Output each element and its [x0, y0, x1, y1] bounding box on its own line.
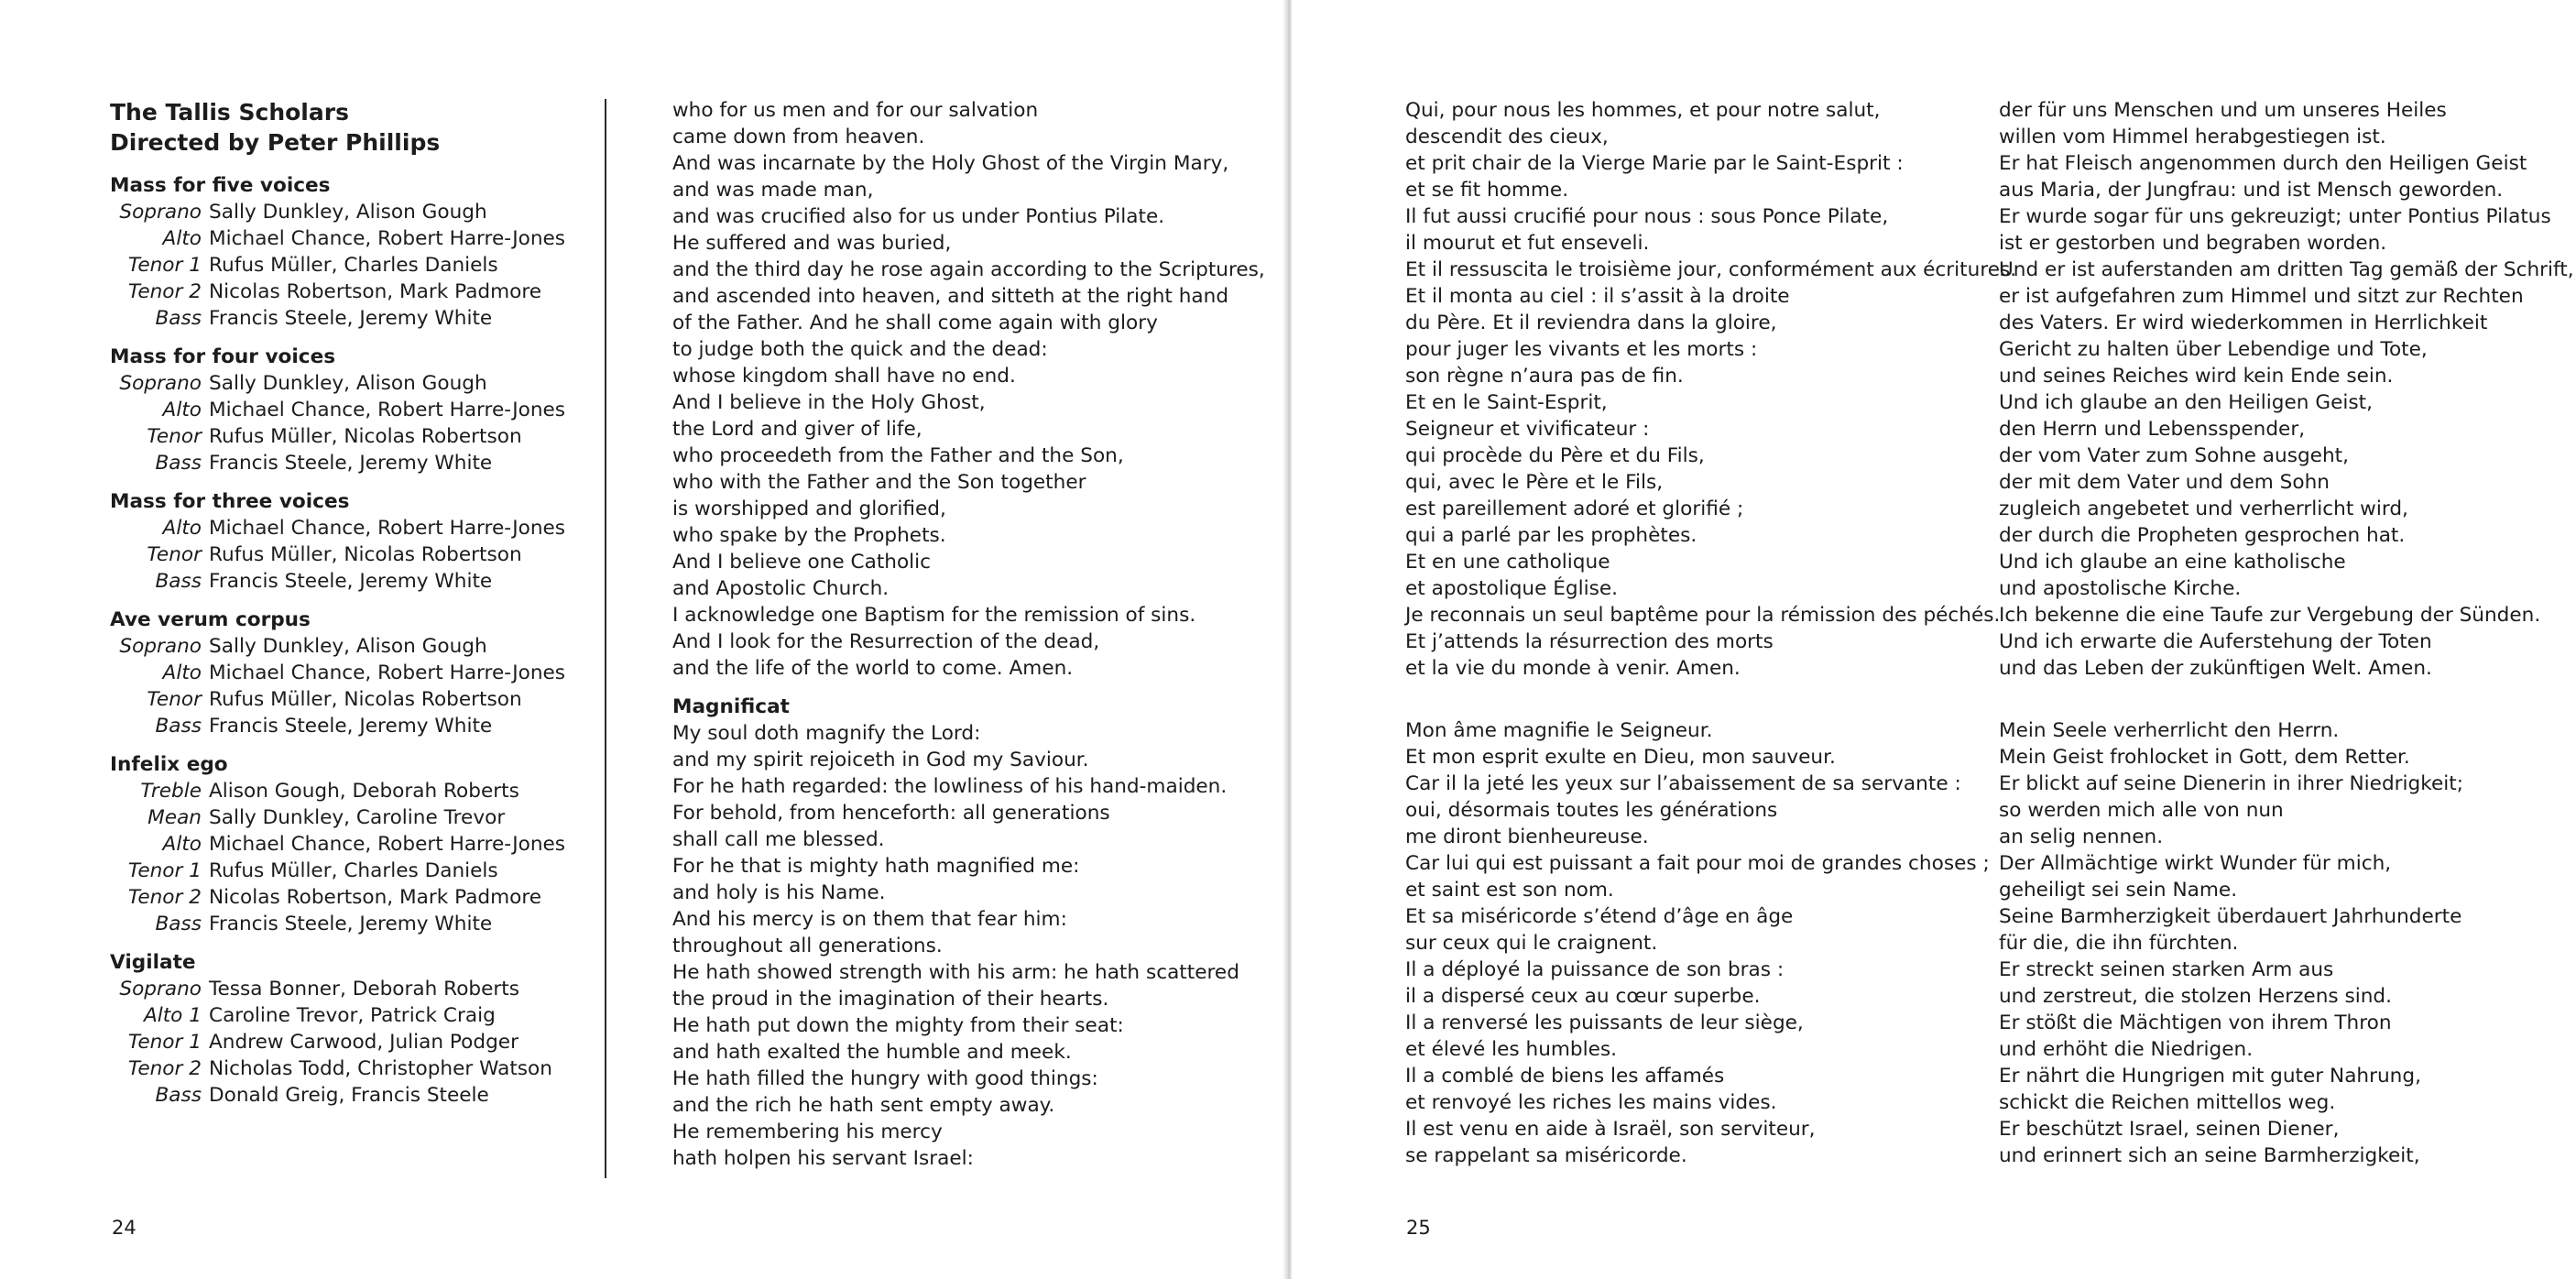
text-line: He hath showed strength with his arm: he hath scattered [672, 961, 1239, 984]
voice-part: Bass [155, 913, 202, 935]
text-line: so werden mich alle von nun [1999, 799, 2284, 822]
text-line: der durch die Propheten gesprochen hat. [1999, 524, 2406, 547]
voice-part: Tenor [147, 425, 202, 448]
left-page [0, 0, 1286, 1279]
text-line: Er beschützt Israel, seinen Diener, [1999, 1118, 2340, 1141]
text-line: and Apostolic Church. [672, 577, 890, 600]
voice-part: Tenor 2 [127, 1057, 202, 1080]
voice-part: Mean [147, 806, 202, 829]
text-line: schickt die Reichen mittellos weg. [1999, 1091, 2336, 1114]
singer-names: Michael Chance, Robert Harre-Jones [209, 399, 566, 421]
voice-part: Alto [162, 517, 202, 540]
singer-names: Nicolas Robertson, Mark Padmore [209, 886, 542, 909]
voice-part: Tenor 1 [127, 859, 202, 882]
text-line: Et en une catholique [1405, 551, 1610, 574]
text-line: an selig nennen. [1999, 825, 2164, 848]
text-line: et la vie du monde à venir. Amen. [1405, 657, 1741, 680]
text-line: und das Leben der zukünftigen Welt. Amen. [1999, 657, 2432, 680]
section-title: Ave verum corpus [110, 608, 311, 631]
text-line: Il a comblé de biens les affamés [1405, 1065, 1725, 1088]
right-page [1292, 0, 2576, 1279]
text-line: And I look for the Resurrection of the dead, [672, 630, 1100, 653]
page-number-left: 24 [112, 1217, 136, 1239]
text-line: Il est venu en aide à Israël, son serviteur, [1405, 1118, 1816, 1141]
text-line: il mourut et fut enseveli. [1405, 232, 1650, 255]
voice-row [110, 515, 595, 541]
singer-names: Nicholas Todd, Christopher Watson [209, 1057, 552, 1080]
text-line: And I believe one Catholic [672, 551, 932, 574]
singer-names: Rufus Müller, Nicolas Robertson [209, 543, 522, 566]
text-line: Il a déployé la puissance de son bras : [1405, 958, 1785, 981]
singer-names: Francis Steele, Jeremy White [209, 570, 493, 593]
voice-row [110, 397, 595, 423]
text-line: willen vom Himmel herabgestiegen ist. [1999, 126, 2386, 148]
singer-names: Francis Steele, Jeremy White [209, 452, 493, 475]
text-line: qui procède du Père et du Fils, [1405, 444, 1705, 467]
singer-names: Rufus Müller, Nicolas Robertson [209, 425, 522, 448]
text-line: of the Father. And he shall come again with glory [672, 312, 1158, 334]
text-line: zugleich angebetet und verherrlicht wird, [1999, 497, 2408, 520]
text-line: I acknowledge one Baptism for the remission of sins. [672, 604, 1196, 627]
voice-row [110, 305, 595, 332]
french-credo [1405, 97, 2016, 682]
french-text-column [1405, 97, 2016, 1169]
text-line: And I believe in the Holy Ghost, [672, 391, 986, 414]
voice-row [110, 423, 595, 450]
text-line: descendit des cieux, [1405, 126, 1609, 148]
voice-part: Tenor 1 [127, 1031, 202, 1054]
text-line: son règne n’aura pas de fin. [1405, 365, 1684, 388]
column-divider [605, 99, 606, 1178]
text-line: et prit chair de la Vierge Marie par le Saint-Esprit : [1405, 152, 1904, 175]
text-line: der vom Vater zum Sohne ausgeht, [1999, 444, 2349, 467]
section-title: Mass for four voices [110, 345, 336, 368]
text-line: Je reconnais un seul baptême pour la rémission des péchés. [1405, 604, 2001, 627]
singer-names: Alison Gough, Deborah Roberts [209, 780, 519, 803]
voice-row [110, 858, 595, 884]
text-line: Er nährt die Hungrigen mit guter Nahrung, [1999, 1065, 2421, 1088]
text-line: And was incarnate by the Holy Ghost of the Virgin Mary, [672, 152, 1229, 175]
voice-part: Tenor 2 [127, 886, 202, 909]
text-line: und apostolische Kirche. [1999, 577, 2242, 600]
text-line: Er hat Fleisch angenommen durch den Heiligen Geist [1999, 152, 2527, 175]
voice-part: Bass [155, 452, 202, 475]
text-line: Et j’attends la résurrection des morts [1405, 630, 1774, 653]
text-line: Et en le Saint-Esprit, [1405, 391, 1608, 414]
section-title: Mass for five voices [110, 174, 331, 197]
singer-names: Michael Chance, Robert Harre-Jones [209, 517, 566, 540]
text-line: du Père. Et il reviendra dans la gloire, [1405, 312, 1777, 334]
voice-part: Alto [162, 661, 202, 684]
voice-row [110, 713, 595, 739]
singer-names: Michael Chance, Robert Harre-Jones [209, 661, 566, 684]
section-title: Mass for three voices [110, 490, 350, 513]
singer-names: Rufus Müller, Nicolas Robertson [209, 688, 522, 711]
singer-names: Sally Dunkley, Alison Gough [209, 201, 487, 224]
text-line: und erhöht die Niedrigen. [1999, 1038, 2254, 1061]
text-line: Mein Seele verherrlicht den Herrn. [1999, 719, 2340, 742]
text-line: is worshipped and glorified, [672, 497, 946, 520]
text-line: He hath put down the mighty from their seat: [672, 1014, 1124, 1037]
voice-part: Tenor [147, 543, 202, 566]
text-line: pour juger les vivants et les morts : [1405, 338, 1758, 361]
voice-row [110, 568, 595, 595]
text-line: shall call me blessed. [672, 828, 885, 851]
voice-part: Soprano [119, 978, 202, 1000]
text-line: oui, désormais toutes les générations [1405, 799, 1778, 822]
voice-part: Alto [162, 227, 202, 250]
text-line: aus Maria, der Jungfrau: und ist Mensch geworden. [1999, 179, 2504, 202]
text-line: He remembering his mercy [672, 1120, 943, 1143]
director-line: Directed by Peter Phillips [110, 129, 441, 156]
voice-part: Soprano [119, 372, 202, 395]
voice-row [110, 541, 595, 568]
english-credo [672, 97, 1265, 682]
voice-row [110, 370, 595, 397]
text-line: et apostolique Église. [1405, 577, 1618, 600]
singer-names: Michael Chance, Robert Harre-Jones [209, 227, 566, 250]
ensemble-title [110, 97, 595, 158]
singer-names: Tessa Bonner, Deborah Roberts [209, 978, 520, 1000]
voice-row [110, 633, 595, 660]
singer-names: Francis Steele, Jeremy White [209, 715, 493, 738]
text-line: des Vaters. Er wird wiederkommen in Herrlichkeit [1999, 312, 2488, 334]
singer-names: Michael Chance, Robert Harre-Jones [209, 833, 566, 856]
voice-part: Bass [155, 307, 202, 330]
english-magnificat [672, 720, 1259, 1172]
text-line: For he hath regarded: the lowliness of his hand-maiden. [672, 775, 1228, 798]
text-line: Gericht zu halten über Lebendige und Tote, [1999, 338, 2428, 361]
text-line: and my spirit rejoiceth in God my Saviour. [672, 749, 1089, 771]
text-line: und zerstreut, die stolzen Herzens sind. [1999, 985, 2393, 1008]
voice-row [110, 686, 595, 713]
text-line: me diront bienheureuse. [1405, 825, 1649, 848]
voice-row [110, 1055, 595, 1082]
sections-list [110, 172, 595, 1109]
text-line: Er streckt seinen starken Arm aus [1999, 958, 2334, 981]
text-line: came down from heaven. [672, 126, 925, 148]
text-line: Und er ist auferstanden am dritten Tag gemäß der Schrift, [1999, 258, 2574, 281]
voice-row [110, 225, 595, 252]
voice-part: Treble [140, 780, 202, 803]
voice-part: Bass [155, 1084, 202, 1107]
voice-part: Alto [162, 399, 202, 421]
text-line: er ist aufgefahren zum Himmel und sitzt zur Rechten [1999, 285, 2524, 308]
text-line: hath holpen his servant Israel: [672, 1147, 974, 1170]
text-line: für die, die ihn fürchten. [1999, 932, 2239, 955]
text-line: who for us men and for our salvation [672, 99, 1039, 122]
singer-names: Sally Dunkley, Caroline Trevor [209, 806, 506, 829]
text-line: Er blickt auf seine Dienerin in ihrer Niedrigkeit; [1999, 772, 2464, 795]
voice-row [110, 976, 595, 1002]
voice-row [110, 831, 595, 858]
page-number-right: 25 [1406, 1217, 1431, 1239]
text-line: und seines Reiches wird kein Ende sein. [1999, 365, 2394, 388]
text-line: Et il ressuscita le troisième jour, conformément aux écritures. [1405, 258, 2017, 281]
voice-row [110, 199, 595, 225]
german-text-column [1999, 97, 2574, 1169]
text-line: Et mon esprit exulte en Dieu, mon sauveur. [1405, 746, 1836, 769]
voice-row [110, 279, 595, 305]
text-line: der mit dem Vater und dem Sohn [1999, 471, 2330, 494]
text-line: den Herrn und Lebensspender, [1999, 418, 2306, 441]
text-line: who proceedeth from the Father and the Son, [672, 444, 1124, 467]
text-line: and was made man, [672, 179, 874, 202]
voice-part: Tenor 1 [127, 254, 202, 277]
text-line: Car il la jeté les yeux sur l’abaissement de sa servante : [1405, 772, 1961, 795]
text-line: the Lord and giver of life, [672, 418, 922, 441]
singer-names: Nicolas Robertson, Mark Padmore [209, 280, 542, 303]
text-line: and ascended into heaven, and sitteth at the right hand [672, 285, 1229, 308]
text-line: and was crucified also for us under Pontius Pilate. [672, 205, 1165, 228]
voice-row [110, 804, 595, 831]
section-title: Vigilate [110, 951, 196, 974]
text-line: He suffered and was buried, [672, 232, 952, 255]
text-line: Il fut aussi crucifié pour nous : sous Ponce Pilate, [1405, 205, 1889, 228]
singer-names: Donald Greig, Francis Steele [209, 1084, 489, 1107]
text-line: il a dispersé ceux au cœur superbe. [1405, 985, 1761, 1008]
singer-names: Rufus Müller, Charles Daniels [209, 254, 498, 277]
text-line: Car lui qui est puissant a fait pour moi de grandes choses ; [1405, 852, 1990, 875]
magnificat-heading: Magnificat [672, 695, 790, 718]
ensemble-name: The Tallis Scholars [110, 99, 349, 126]
text-line: and holy is his Name. [672, 881, 886, 904]
voice-row [110, 778, 595, 804]
voice-row [110, 450, 595, 476]
german-credo [1999, 97, 2574, 682]
text-line: to judge both the quick and the dead: [672, 338, 1048, 361]
text-line: throughout all generations. [672, 935, 943, 957]
text-line: Il a renversé les puissants de leur siège, [1405, 1011, 1804, 1034]
voice-row [110, 884, 595, 911]
voice-row [110, 660, 595, 686]
text-line: And his mercy is on them that fear him: [672, 908, 1067, 931]
voice-row [110, 911, 595, 937]
text-line: and the life of the world to come. Amen. [672, 657, 1074, 680]
voice-row [110, 1082, 595, 1109]
voice-part: Alto 1 [143, 1004, 202, 1027]
text-line: der für uns Menschen und um unseres Heiles [1999, 99, 2447, 122]
text-line: who spake by the Prophets. [672, 524, 946, 547]
voice-row [110, 1002, 595, 1029]
text-line: se rappelant sa miséricorde. [1405, 1144, 1687, 1167]
text-line: Der Allmächtige wirkt Wunder für mich, [1999, 852, 2392, 875]
singer-names: Sally Dunkley, Alison Gough [209, 635, 487, 658]
text-line: and hath exalted the humble and meek. [672, 1041, 1072, 1064]
text-line: For he that is mighty hath magnified me: [672, 855, 1080, 878]
singer-names: Andrew Carwood, Julian Podger [209, 1031, 518, 1054]
voice-part: Tenor [147, 688, 202, 711]
section-title: Infelix ego [110, 753, 228, 776]
english-text-column [672, 97, 1265, 1172]
voice-part: Alto [162, 833, 202, 856]
text-line: geheiligt sei sein Name. [1999, 879, 2238, 902]
german-magnificat [1999, 717, 2574, 1169]
text-line: whose kingdom shall have no end. [672, 365, 1016, 388]
text-line: and the third day he rose again according to the Scriptures, [672, 258, 1265, 281]
text-line: Et sa miséricorde s’étend d’âge en âge [1405, 905, 1794, 928]
text-line: et se fit homme. [1405, 179, 1569, 202]
text-line: and the rich he hath sent empty away. [672, 1094, 1055, 1117]
text-line: Seine Barmherzigkeit überdauert Jahrhunderte [1999, 905, 2462, 928]
text-line: und erinnert sich an seine Barmherzigkeit, [1999, 1144, 2420, 1167]
text-line: Mon âme magnifie le Seigneur. [1405, 719, 1713, 742]
text-line: Mein Geist frohlocket in Gott, dem Retter. [1999, 746, 2410, 769]
voice-part: Bass [155, 715, 202, 738]
text-line: Ich bekenne die eine Taufe zur Vergebung der Sünden. [1999, 604, 2541, 627]
singer-names: Francis Steele, Jeremy White [209, 307, 493, 330]
cast-list [110, 97, 595, 1109]
singer-names: Caroline Trevor, Patrick Craig [209, 1004, 496, 1027]
text-line: Seigneur et vivificateur : [1405, 418, 1650, 441]
text-line: ist er gestorben und begraben worden. [1999, 232, 2387, 255]
text-line: My soul doth magnify the Lord: [672, 722, 981, 745]
text-line: qui, avec le Père et le Fils, [1405, 471, 1664, 494]
singer-names: Francis Steele, Jeremy White [209, 913, 493, 935]
voice-part: Tenor 2 [127, 280, 202, 303]
text-line: Und ich erwarte die Auferstehung der Toten [1999, 630, 2432, 653]
text-line: Und ich glaube an eine katholische [1999, 551, 2346, 574]
voice-part: Soprano [119, 635, 202, 658]
voice-row [110, 1029, 595, 1055]
text-line: et renvoyé les riches les mains vides. [1405, 1091, 1777, 1114]
text-line: For behold, from henceforth: all generations [672, 802, 1110, 825]
text-line: who with the Father and the Son together [672, 471, 1086, 494]
french-magnificat [1405, 717, 2016, 1169]
voice-part: Bass [155, 570, 202, 593]
text-line: He hath filled the hungry with good things: [672, 1067, 1098, 1090]
text-line: Und ich glaube an den Heiligen Geist, [1999, 391, 2373, 414]
voice-part: Soprano [119, 201, 202, 224]
text-line: the proud in the imagination of their hearts. [672, 988, 1109, 1011]
text-line: Qui, pour nous les hommes, et pour notre salut, [1405, 99, 1881, 122]
text-line: et élevé les humbles. [1405, 1038, 1618, 1061]
text-line: Er stößt die Mächtigen von ihrem Thron [1999, 1011, 2392, 1034]
text-line: et saint est son nom. [1405, 879, 1614, 902]
text-line: qui a parlé par les prophètes. [1405, 524, 1697, 547]
singer-names: Sally Dunkley, Alison Gough [209, 372, 487, 395]
text-line: sur ceux qui le craignent. [1405, 932, 1658, 955]
singer-names: Rufus Müller, Charles Daniels [209, 859, 498, 882]
text-line: Et il monta au ciel : il s’assit à la droite [1405, 285, 1790, 308]
voice-row [110, 252, 595, 279]
text-line: est pareillement adoré et glorifié ; [1405, 497, 1744, 520]
text-line: Er wurde sogar für uns gekreuzigt; unter Pontius Pilatus [1999, 205, 2551, 228]
